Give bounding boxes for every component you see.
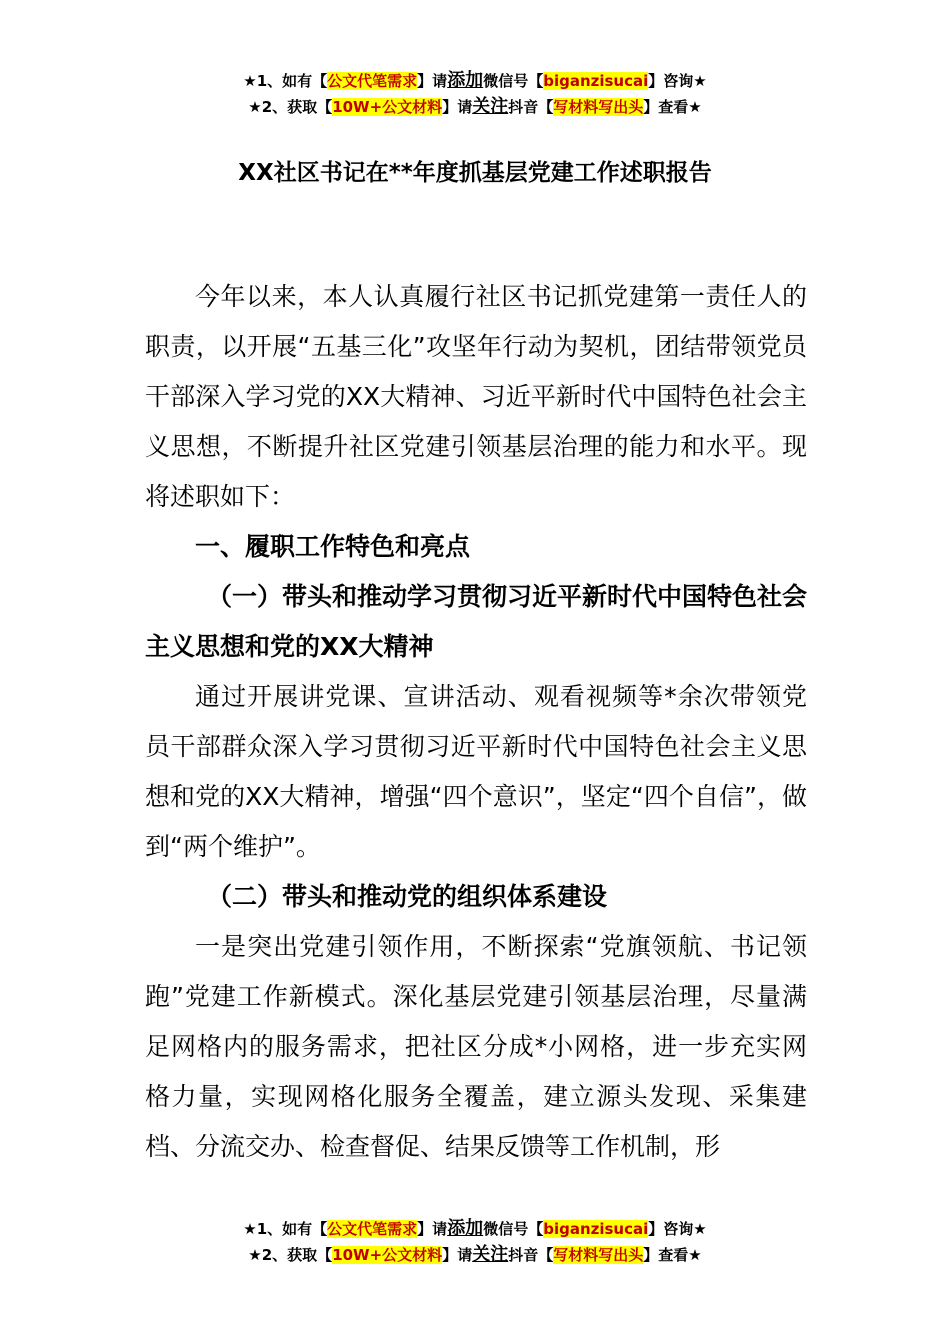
banner-highlight: 写材料写出头: [553, 1246, 644, 1264]
banner-highlight: 10W+公文材料: [332, 1246, 443, 1264]
banner-line-1: [0, 68, 950, 94]
top-banner: [0, 68, 950, 120]
paragraph: 通过开展讲党课、宣讲活动、观看视频等*余次带领党员干部群众深入学习贯彻习近平新时代中国特色社会主义思想和党的XX大精神，增强“四个意识”，坚定“四个自信”，做到“两个维护”。: [145, 682, 807, 861]
banner-highlight: 公文代笔需求: [327, 72, 418, 90]
banner-text: 】查看★: [643, 98, 702, 116]
banner-text: 微信号【: [483, 72, 544, 90]
banner-text: ★1、如有【: [243, 1220, 328, 1238]
banner-text: ★1、如有【: [243, 72, 328, 90]
banner-emphasis: 关注: [472, 96, 509, 117]
banner-text: 】咨询★: [648, 1220, 707, 1238]
banner-highlight: 写材料写出头: [553, 98, 644, 116]
banner-text: 抖音【: [508, 98, 554, 116]
document-body: [145, 272, 807, 1172]
banner-emphasis: 关注: [472, 1244, 509, 1265]
banner-emphasis: 添加: [447, 1218, 484, 1239]
banner-line-2: [0, 94, 950, 120]
section-heading: 一、履职工作特色和亮点: [195, 532, 471, 561]
banner-text: 】请: [442, 1246, 473, 1264]
banner-highlight: 10W+公文材料: [332, 98, 443, 116]
banner-text: 】请: [442, 98, 473, 116]
banner-line-2: [0, 1242, 950, 1268]
banner-emphasis: 添加: [447, 70, 484, 91]
banner-text: 】请: [417, 1220, 448, 1238]
banner-highlight: biganzisucai: [543, 72, 649, 90]
banner-text: 抖音【: [508, 1246, 554, 1264]
banner-line-1: [0, 1216, 950, 1242]
paragraph: 一是突出党建引领作用，不断探索“党旗领航、书记领跑”党建工作新模式。深化基层党建引领基层治理，尽量满足网格内的服务需求，把社区分成*小网格，进一步充实网格力量，实现网格化服务全覆盖，建立源头发现、采集建档、分流交办、检查督促、结果反馈等工作机制，形: [145, 932, 807, 1161]
banner-text: 】查看★: [643, 1246, 702, 1264]
document-title: XX社区书记在**年度抓基层党建工作述职报告: [238, 160, 712, 186]
banner-text: 】请: [417, 72, 448, 90]
banner-text: 微信号【: [483, 1220, 544, 1238]
banner-text: ★2、获取【: [248, 1246, 333, 1264]
bottom-banner: [0, 1216, 950, 1268]
banner-text: 】咨询★: [648, 72, 707, 90]
banner-highlight: 公文代笔需求: [327, 1220, 418, 1238]
banner-text: ★2、获取【: [248, 98, 333, 116]
paragraph-intro: 今年以来，本人认真履行社区书记抓党建第一责任人的职责，以开展“五基三化”攻坚年行动为契机，团结带领党员干部深入学习党的XX大精神、习近平新时代中国特色社会主义思想，不断提升社区党建引领基层治理的能力和水平。现将述职如下：: [145, 282, 807, 511]
subsection-heading: （一）带头和推动学习贯彻习近平新时代中国特色社会主义思想和党的XX大精神: [145, 582, 808, 661]
banner-highlight: biganzisucai: [543, 1220, 649, 1238]
subsection-heading: （二）带头和推动党的组织体系建设: [207, 882, 608, 911]
